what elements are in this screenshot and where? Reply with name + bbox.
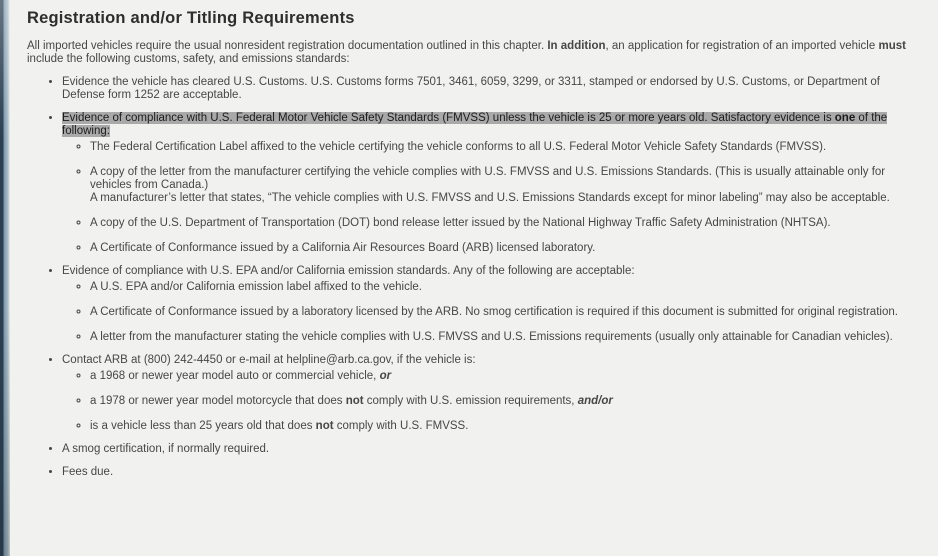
requirement-item: • Fees due. [62,466,914,479]
requirement-subitem: ◦ A copy of the letter from the manufacturer certifying the vehicle complies with U.S. FMVSS and U.S. Emissions Standards. (This is usually attainable only for vehicles from Canada.) A manufacturer’s letter that states, “The vehicle complies with U.S. FMVSS and U.S. Emissions Standards except for minor labeling” may also be acceptable. [90,166,914,205]
requirement-subitem: ◦ The Federal Certification Label affixed to the vehicle certifying the vehicle conforms to all U.S. Federal Motor Vehicle Safety Standards (FMVSS). [90,141,914,154]
requirement-item: • Contact ARB at (800) 242-4450 or e-mail at helpline@arb.ca.gov, if the vehicle is: ◦ a 1968 or newer year model auto or commercial vehicle, or ◦ a 1978 or newer year model motorcycle that does not comply with U.S. emission requirements, and/or ◦ is a vehicle less than 25 years old that does not comply with U.S. FMVSS. [62,354,914,433]
left-border-strip [0,0,10,556]
requirement-sublist [62,281,914,344]
requirement-item: • Evidence of compliance with U.S. EPA and/or California emission standards. Any of the following are acceptable: ◦ A U.S. EPA and/or California emission label affixed to the vehicle. ◦ A Certificate of Conformance issued by a laboratory licensed by the ARB. No smog certification is required if this document is submitted for original registration. ◦ A letter from the manufacturer stating the vehicle complies with U.S. FMVSS and U.S. Emissions requirements (usually only attainable for Canadian vehicles). [62,265,914,344]
requirement-subitem: ◦ A letter from the manufacturer stating the vehicle complies with U.S. FMVSS and U.S. Emissions requirements (usually only attainable for Canadian vehicles). [90,331,914,344]
highlighted-text: one [834,112,856,124]
requirement-subitem: ◦ a 1968 or newer year model auto or commercial vehicle, or [90,370,914,383]
requirement-subitem: ◦ is a vehicle less than 25 years old that does not comply with U.S. FMVSS. [90,420,914,433]
requirement-item: • Evidence the vehicle has cleared U.S. Customs. U.S. Customs forms 7501, 3461, 6059, 3299, or 3311, stamped or endorsed by U.S. Customs, or Department of Defense form 1252 are acceptable. [62,76,914,102]
page-title: Registration and/or Titling Requirements [27,9,355,27]
intro-paragraph: All imported vehicles require the usual nonresident registration documentation outlined in this chapter. In addition, an application for registration of an imported vehicle must include the following customs, safety, and emissions standards: [27,40,906,65]
requirements-list [27,76,914,479]
requirement-subitem: ◦ A copy of the U.S. Department of Transportation (DOT) bond release letter issued by the National Highway Traffic Safety Administration (NHTSA). [90,217,914,230]
requirement-subitem: ◦ a 1978 or newer year model motorcycle that does not comply with U.S. emission requirements, and/or [90,395,914,408]
requirement-item [62,112,914,255]
highlighted-text: of the following: [62,112,888,137]
requirement-subitem: ◦ A Certificate of Conformance issued by a California Air Resources Board (ARB) licensed laboratory. [90,242,914,255]
document-content [27,8,914,489]
requirement-sublist [62,370,914,433]
requirement-sublist [62,141,914,255]
highlighted-text: Evidence of compliance with U.S. Federal Motor Vehicle Safety Standards (FMVSS) unless the vehicle is 25 or more years old. Satisfactory evidence is [62,112,835,124]
requirement-subitem: ◦ A U.S. EPA and/or California emission label affixed to the vehicle. [90,281,914,294]
requirement-subitem: ◦ A Certificate of Conformance issued by a laboratory licensed by the ARB. No smog certification is required if this document is submitted for original registration. [90,306,914,319]
requirement-item: • A smog certification, if normally required. [62,443,914,456]
